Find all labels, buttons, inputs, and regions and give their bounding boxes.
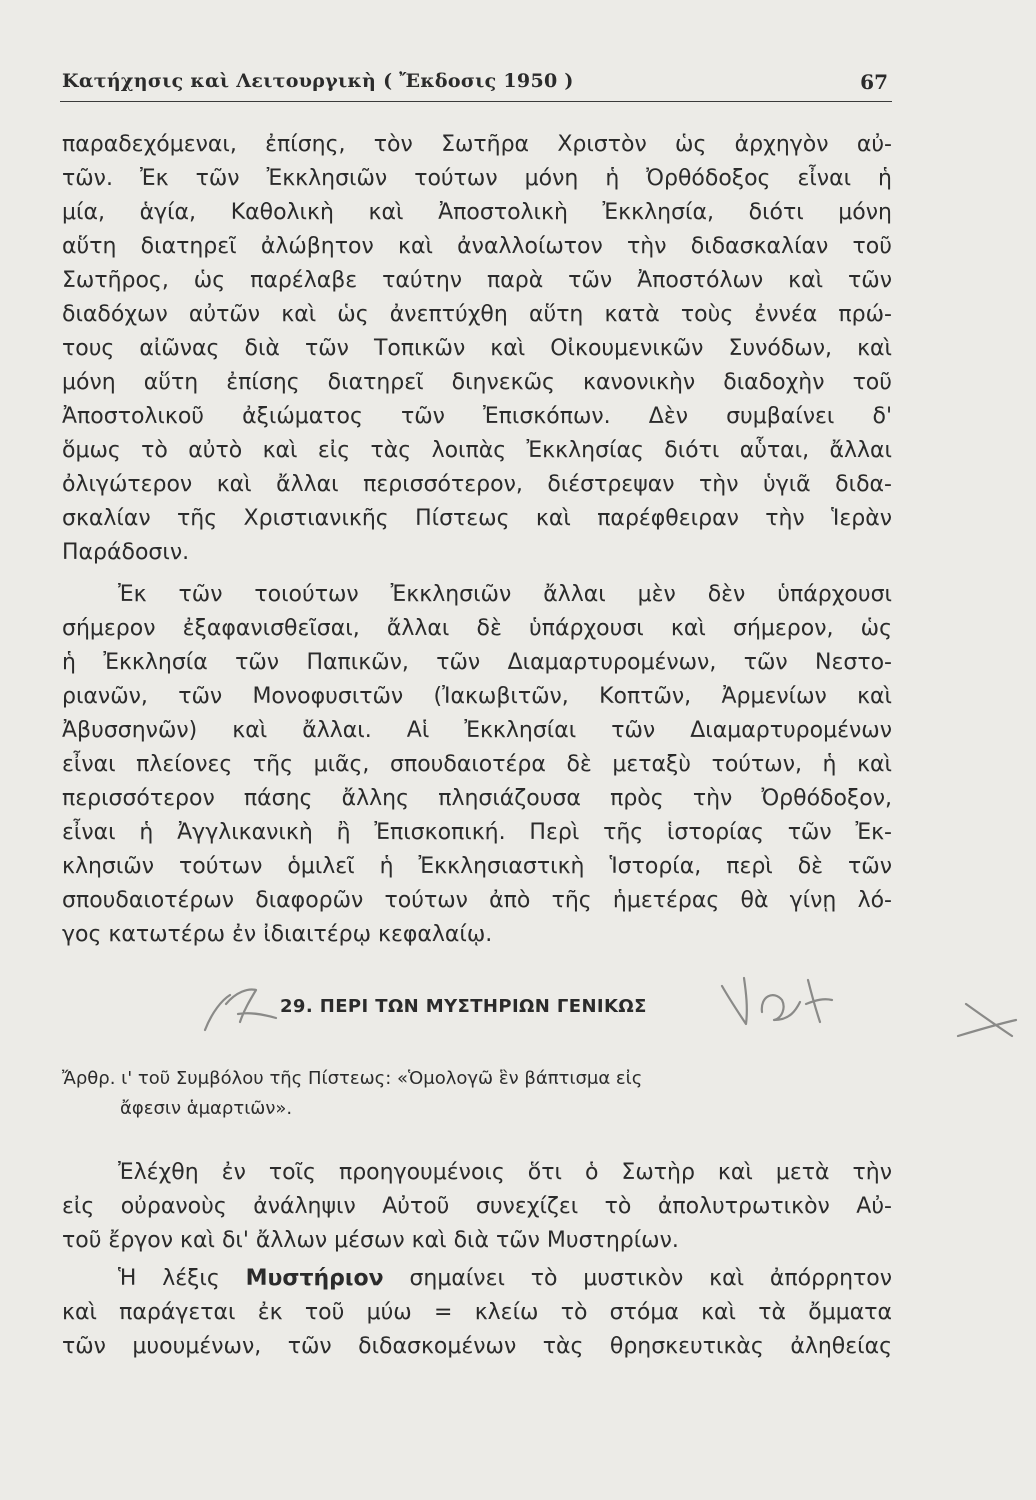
article-citation-line: ἄφεσιν ἁμαρτιῶν».	[120, 1098, 293, 1119]
text-line: σήμερον ἐξαφανισθεῖσαι, ἄλλαι δὲ ὑπάρχουσι καὶ σήμερον, ὡς	[62, 616, 892, 641]
text-line: ριανῶν, τῶν Μονοφυσιτῶν (Ἰακωβιτῶν, Κοπτῶν, Ἀρμενίων καὶ	[62, 684, 892, 709]
text-line: ὀλιγώτερον καὶ ἄλλαι περισσότερον, διέστρεψαν τὴν ὑγιᾶ διδα-	[62, 472, 892, 497]
text-line: κλησιῶν τούτων ὁμιλεῖ ἡ Ἐκκλησιαστικὴ Ἱστορία, περὶ δὲ τῶν	[62, 854, 892, 879]
text-line: Παράδοσιν.	[62, 540, 190, 565]
pencil-cross-mark	[958, 1004, 1016, 1036]
text-line: αὕτη διατηρεῖ ἀλώβητον καὶ ἀναλλοίωτον τὴν διδασκαλίαν τοῦ	[62, 234, 892, 259]
running-title: Κατήχησις καὶ Λειτουργικὴ ( Ἔκδοσις 1950 )	[62, 70, 574, 92]
text-line: Σωτῆρος, ὡς παρέλαβε ταύτην παρὰ τῶν Ἀποστόλων καὶ τῶν	[62, 268, 892, 293]
text-line: μία, ἁγία, Καθολικὴ καὶ Ἀποστολικὴ Ἐκκλησία, διότι μόνη	[62, 200, 892, 225]
text-line: Ἐλέχθη ἐν τοῖς προηγουμένοις ὅτι ὁ Σωτὴρ καὶ μετὰ τὴν	[118, 1160, 892, 1185]
pencil-numeral-mark	[205, 990, 276, 1030]
text-line: ὅμως τὸ αὐτὸ καὶ εἰς τὰς λοιπὰς Ἐκκλησίας διότι αὗται, ἄλλαι	[62, 438, 892, 463]
text-line: τῶν. Ἐκ τῶν Ἐκκλησιῶν τούτων μόνη ἡ Ὀρθόδοξος εἶναι ἡ	[62, 166, 892, 191]
text-line: εἰς οὐρανοὺς ἀνάληψιν Αὐτοῦ συνεχίζει τὸ ἀπολυτρωτικὸν Αὐ-	[62, 1194, 892, 1219]
text-line: καὶ παράγεται ἐκ τοῦ μύω = κλείω τὸ στόμα καὶ τὰ ὄμματα	[62, 1300, 892, 1325]
text-line: τῶν μυουμένων, τῶν διδασκομένων τὰς θρησκευτικὰς ἀληθείας	[62, 1334, 892, 1359]
pencil-word-mark	[722, 978, 832, 1024]
text-line: ἡ Ἐκκλησία τῶν Παπικῶν, τῶν Διαμαρτυρομένων, τῶν Νεστο-	[62, 650, 892, 675]
text-line: τοῦ ἔργον καὶ δι' ἄλλων μέσων καὶ διὰ τῶν Μυστηρίων.	[62, 1228, 679, 1253]
text-line: γος κατωτέρω ἐν ἰδιαιτέρῳ κεφαλαίῳ.	[62, 922, 493, 947]
text-line: τους αἰῶνας διὰ τῶν Τοπικῶν καὶ Οἰκουμενικῶν Συνόδων, καὶ	[62, 336, 892, 361]
text-line: εἶναι πλείονες τῆς μιᾶς, σπουδαιοτέρα δὲ μεταξὺ τούτων, ἡ καὶ	[62, 752, 892, 777]
text-line: σπουδαιοτέρων διαφορῶν τούτων ἀπὸ τῆς ἡμετέρας θὰ γίνῃ λό-	[62, 888, 892, 913]
text-line: σκαλίαν τῆς Χριστιανικῆς Πίστεως καὶ παρέφθειραν τὴν Ἱερὰν	[62, 506, 892, 531]
text-line: διαδόχων αὐτῶν καὶ ὡς ἀνεπτύχθη αὕτη κατὰ τοὺς ἐννέα πρώ-	[62, 302, 892, 327]
text-line: μόνη αὕτη ἐπίσης διατηρεῖ διηνεκῶς κανονικὴν διαδοχὴν τοῦ	[62, 370, 892, 395]
emphasized-term: Μυστήριον	[245, 1266, 384, 1291]
section-heading: 29. ΠΕΡΙ ΤΩΝ ΜΥΣΤΗΡΙΩΝ ΓΕΝΙΚΩΣ	[280, 996, 647, 1017]
text-line: περισσότερον πάσης ἄλλης πλησιάζουσα πρὸς τὴν Ὀρθόδοξον,	[62, 786, 892, 811]
page-number: 67	[860, 70, 888, 94]
text-line: Ἐκ τῶν τοιούτων Ἐκκλησιῶν ἄλλαι μὲν δὲν ὑπάρχουσι	[118, 582, 892, 607]
article-citation-line: Ἄρθρ. ι' τοῦ Συμβόλου τῆς Πίστεως: «Ὁμολογῶ ἓν βάπτισμα εἰς	[62, 1068, 643, 1089]
text-line: Ἀποστολικοῦ ἀξιώματος τῶν Ἐπισκόπων. Δὲν συμβαίνει δ'	[62, 404, 892, 429]
text-span: Ἡ λέξις	[118, 1266, 246, 1291]
text-line: εἶναι ἡ Ἀγγλικανικὴ ἢ Ἐπισκοπική. Περὶ τῆς ἱστορίας τῶν Ἐκ-	[62, 820, 892, 845]
text-line: Ἀβυσσηνῶν) καὶ ἄλλαι. Αἱ Ἐκκλησίαι τῶν Διαμαρτυρομένων	[62, 718, 892, 743]
text-span: σημαίνει τὸ μυστικὸν καὶ ἀπόρρητον	[383, 1266, 893, 1291]
text-line: παραδεχόμεναι, ἐπίσης, τὸν Σωτῆρα Χριστὸν ὡς ἀρχηγὸν αὐ-	[62, 132, 892, 157]
